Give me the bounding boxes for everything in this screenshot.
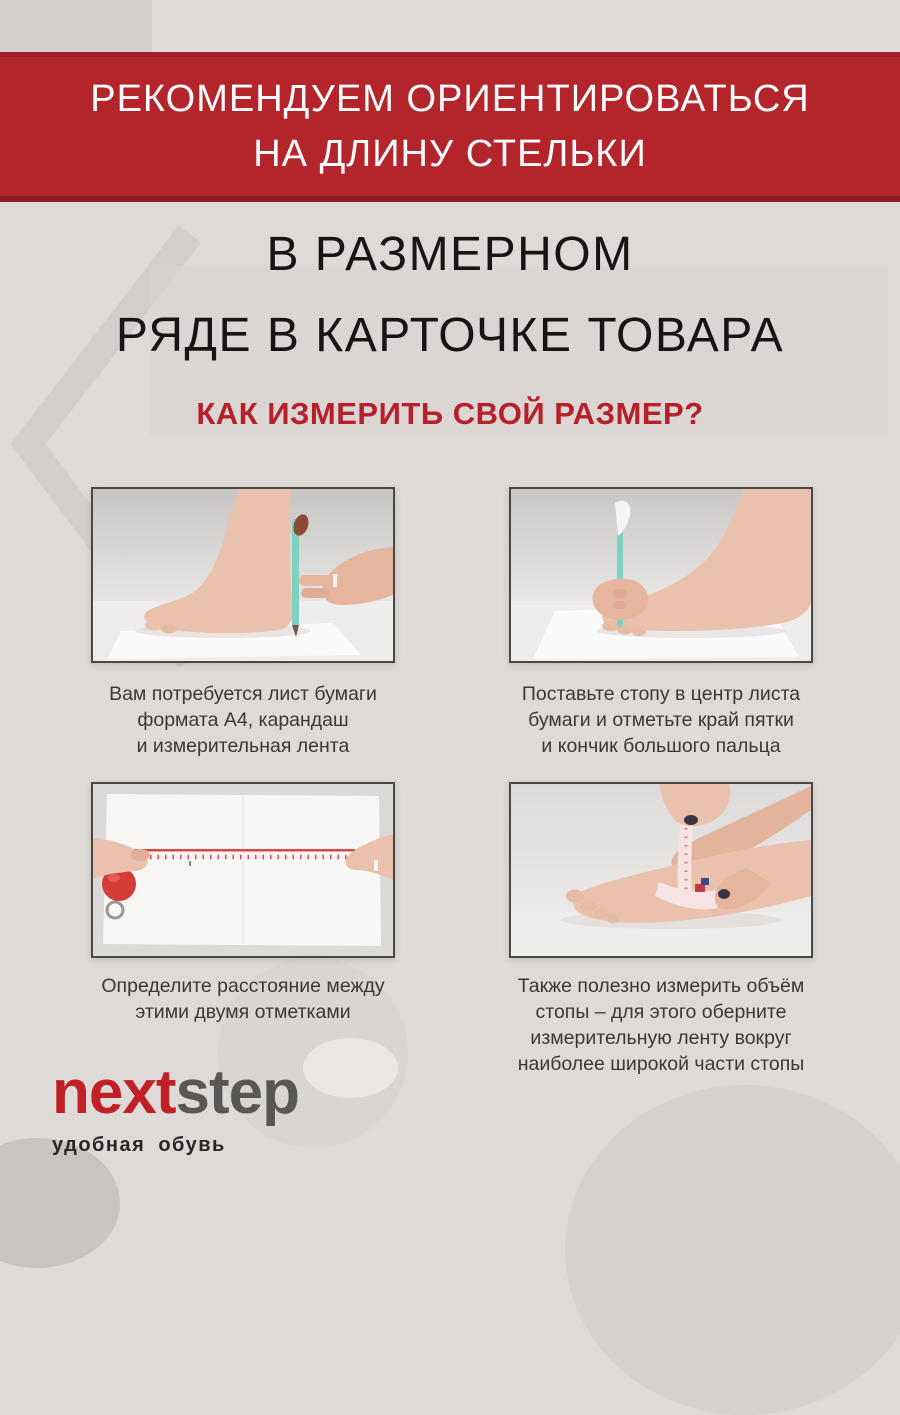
step2-caption-line: Поставьте стопу в центр листа [521,683,801,705]
logo-wordmark [52,1058,299,1127]
step2-caption-line: и кончик большого пальца [541,735,781,757]
banner-line-2: НА ДЛИНУ СТЕЛЬКИ [253,133,647,175]
hand-graphic [592,579,648,620]
step3-photo [91,782,395,958]
step4-caption [473,973,849,1077]
headline [0,228,900,362]
brand-logo [52,1058,299,1157]
background-corner-rect [0,0,152,52]
step3-caption-line: этими двумя отметками [135,1001,351,1023]
background-blob [0,1138,120,1268]
step1-photo [91,487,395,663]
step2-photo [509,487,813,663]
headline-line-1: В РАЗМЕРНОМ [266,228,634,281]
step1-caption [55,681,431,759]
background-light-circle [303,1038,398,1098]
step4-illustration [511,784,811,956]
step3-caption [55,973,431,1025]
step4-caption-line: Также полезно измерить объём [517,975,805,997]
step4-photo [509,782,813,958]
step1-caption-line: и измерительная лента [136,735,350,757]
step4-caption-line: наиболее широкой части стопы [517,1053,805,1075]
step1-caption-line: формата А4, карандаш [137,709,349,731]
logo-part-step: step [175,1058,299,1127]
step4-caption-line: стопы – для этого оберните [535,1001,787,1023]
background-dome-shape [565,1085,900,1415]
headline-line-2: РЯДЕ В КАРТОЧКЕ ТОВАРА [115,309,785,362]
logo-part-next: next [52,1058,176,1127]
step2-caption [473,681,849,759]
step4-caption-line: измерительную ленту вокруг [530,1027,792,1049]
subheading: КАК ИЗМЕРИТЬ СВОЙ РАЗМЕР? [196,396,704,431]
step2-illustration [511,489,811,661]
step3-illustration [93,784,393,956]
step2-caption-line: бумаги и отметьте край пятки [528,709,794,731]
banner-line-1: РЕКОМЕНДУЕМ ОРИЕНТИРОВАТЬСЯ [90,78,810,120]
top-banner [0,52,900,202]
step1-illustration [93,489,393,661]
step3-caption-line: Определите расстояние между [101,975,385,997]
logo-tagline: удобная обувь [52,1134,226,1156]
step1-caption-line: Вам потребуется лист бумаги [109,683,377,705]
